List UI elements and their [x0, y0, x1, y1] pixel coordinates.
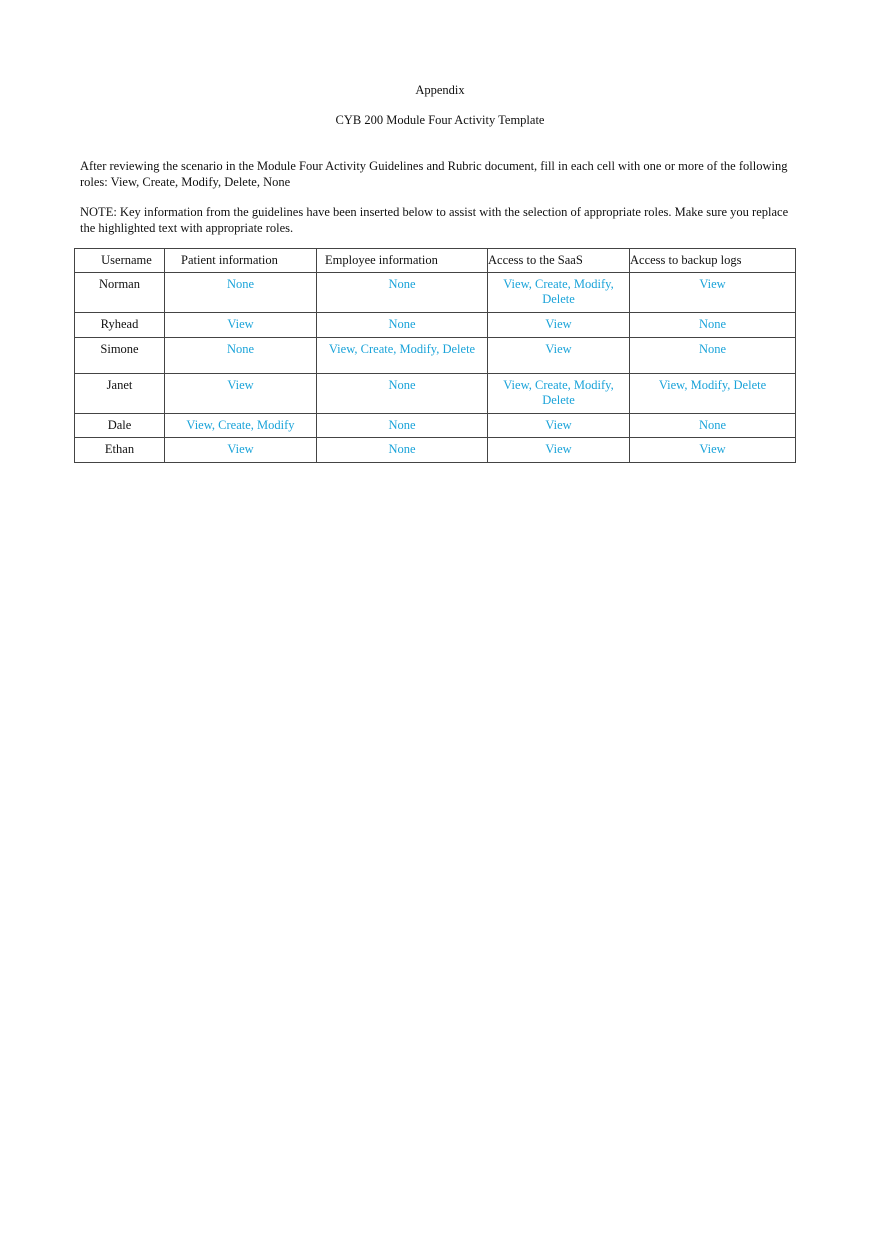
table-row	[75, 312, 796, 337]
username-cell: Simone	[75, 337, 165, 373]
role-cell: None	[165, 272, 317, 312]
username-cell: Ryhead	[75, 312, 165, 337]
username-cell: Janet	[75, 373, 165, 413]
role-cell: View, Create, Modify, Delete	[317, 337, 488, 373]
role-cell: None	[630, 312, 796, 337]
role-cell: View	[165, 312, 317, 337]
role-cell: View	[165, 373, 317, 413]
role-cell: View	[630, 272, 796, 312]
column-header: Patient information	[165, 249, 317, 273]
table-row	[75, 413, 796, 437]
column-header: Username	[75, 249, 165, 273]
username-cell: Norman	[75, 272, 165, 312]
role-cell: View	[630, 437, 796, 462]
column-header: Access to backup logs	[630, 249, 796, 273]
table-row	[75, 337, 796, 373]
role-cell: None	[317, 373, 488, 413]
role-cell: View, Modify, Delete	[630, 373, 796, 413]
username-cell: Ethan	[75, 437, 165, 462]
username-cell: Dale	[75, 413, 165, 437]
role-cell: None	[317, 272, 488, 312]
table-row	[75, 437, 796, 462]
role-cell: None	[317, 312, 488, 337]
role-cell: View, Create, Modify	[165, 413, 317, 437]
role-cell: View	[488, 312, 630, 337]
role-cell: None	[630, 337, 796, 373]
column-header: Employee information	[317, 249, 488, 273]
role-cell: View	[488, 337, 630, 373]
role-cell: View, Create, Modify, Delete	[488, 373, 630, 413]
instructions-paragraph: After reviewing the scenario in the Module Four Activity Guidelines and Rubric document, fill in each cell with one or more of the following roles: View, Create, Modify, Delete, None	[80, 159, 788, 189]
role-cell: None	[317, 437, 488, 462]
note-paragraph: NOTE: Key information from the guidelines have been inserted below to assist with the selection of appropriate roles. Make sure you replace the highlighted text with appropriate roles.	[80, 205, 789, 235]
appendix-heading: Appendix	[415, 83, 465, 97]
role-cell: View	[488, 437, 630, 462]
table-row	[75, 373, 796, 413]
role-cell: None	[317, 413, 488, 437]
role-cell: View	[488, 413, 630, 437]
roles-table	[74, 248, 796, 463]
role-cell: View	[165, 437, 317, 462]
role-cell: View, Create, Modify, Delete	[488, 272, 630, 312]
table-row	[75, 272, 796, 312]
role-cell: None	[165, 337, 317, 373]
column-header: Access to the SaaS	[488, 249, 630, 273]
table-header-row	[75, 249, 796, 273]
document-title: CYB 200 Module Four Activity Template	[335, 113, 545, 127]
role-cell: None	[630, 413, 796, 437]
